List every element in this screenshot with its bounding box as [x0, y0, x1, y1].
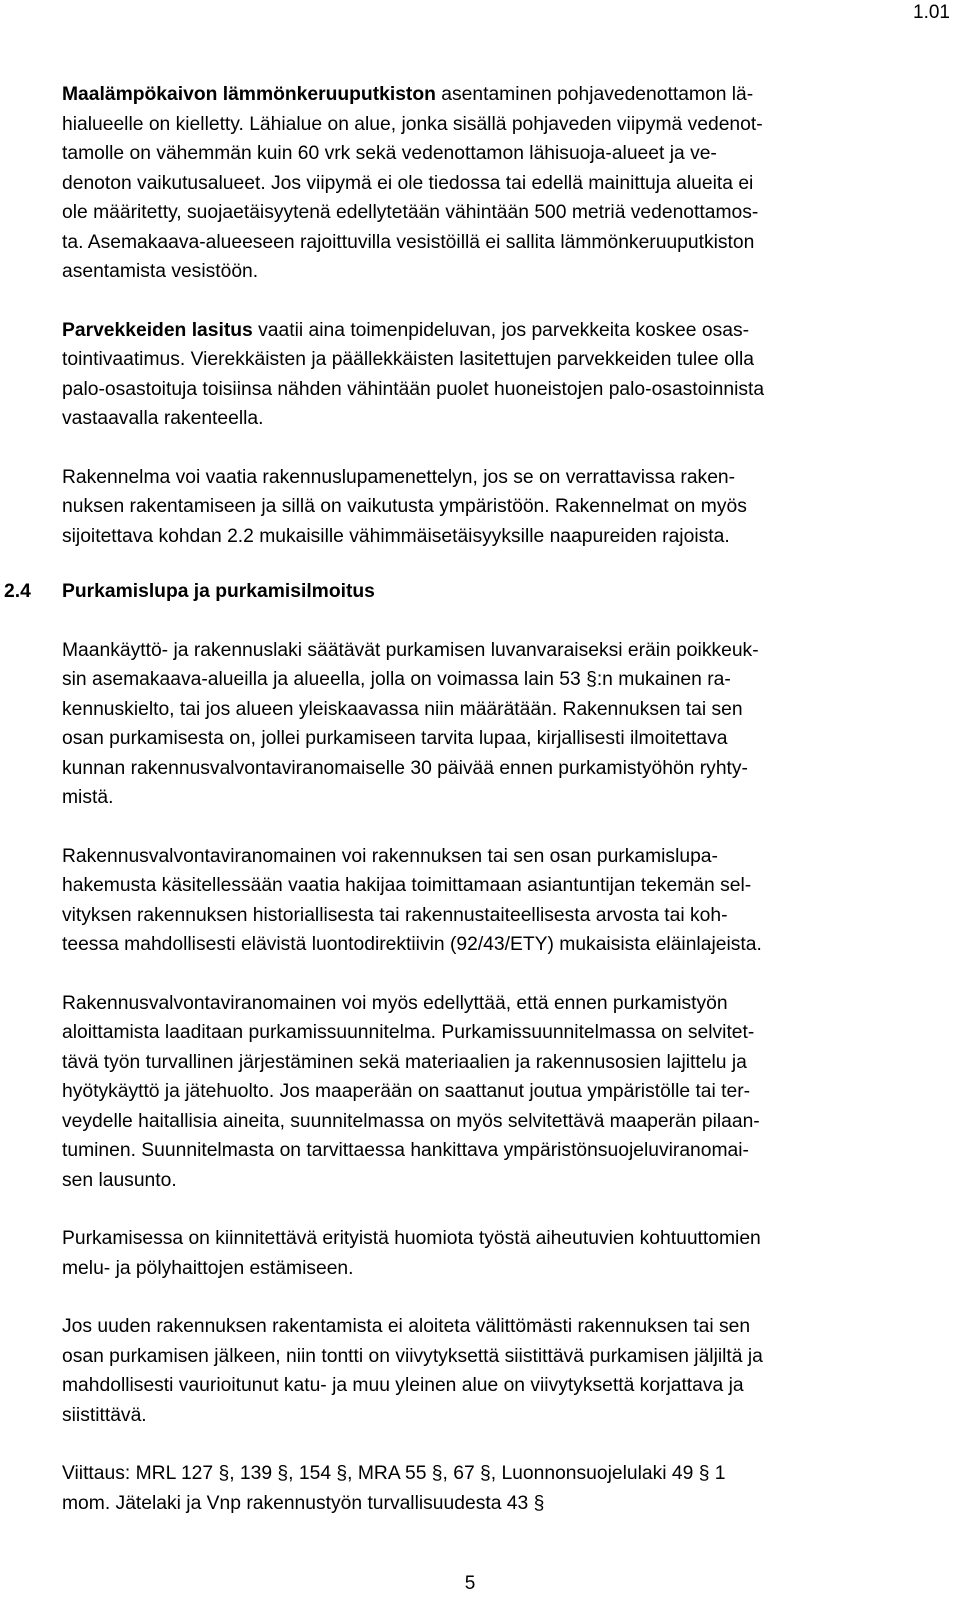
paragraph-ground-heat-well — [62, 80, 934, 287]
paragraph-site-cleanup: Jos uuden rakennuksen rakentamista ei aloiteta välittömästi rakennuksen tai sen osan purkamisen jälkeen, niin tontti on viivytyksettä siistittävä purkamisen jäljiltä ja mahdollisesti vaurioitunut katu- ja muu yleinen alue on viivytyksettä korjattava ja siistittävä. — [62, 1316, 763, 1426]
page-number: 5 — [464, 1573, 476, 1594]
document-body — [4, 80, 934, 1518]
paragraph-term-bold: Parvekkeiden lasitus — [62, 319, 253, 341]
paragraph-text: vaatii aina toimenpideluvan, jos parvekkeita koskee osas- tointivaatimus. Vierekkäisten ja päällekkäisten lasitettujen parvekkeiden tulee olla palo-osastoituja toisiinsa nähden vähintään puolet huoneistojen palo-osastoinnista vastaavalla rakenteella. — [62, 319, 765, 429]
paragraph-noise-dust: Purkamisessa on kiinnitettävä erityistä huomiota työstä aiheutuvien kohtuuttomien melu- ja pölyhaittojen estämiseen. — [62, 1228, 761, 1279]
paragraph-references: Viittaus: MRL 127 §, 139 §, 154 §, MRA 55 §, 67 §, Luonnonsuojelulaki 49 § 1 mom. Jätelaki ja Vnp rakennustyön turvallisuudesta 43 § — [62, 1463, 726, 1514]
paragraph-demolition-permit: Maankäyttö- ja rakennuslaki säätävät purkamisen luvanvaraiseksi eräin poikkeuk- sin asemakaava-alueilla ja alueella, jolla on voimassa lain 53 §:n mukainen ra- kennuskielto, tai jos alueen yleiskaavassa niin määrätään. Rakennuksen tai sen osan purkamisesta on, jollei purkamiseen tarvita lupaa, kirjallisesti ilmoitettava kunnan rakennusvalvontaviranomaiselle 30 päivää ennen purkamistyöhön ryhty- mistä. — [62, 639, 759, 808]
page-reference: 1.01 — [913, 2, 950, 23]
paragraph-demolition-plan: Rakennusvalvontaviranomainen voi myös edellyttää, että ennen purkamistyön aloittamista laaditaan purkamissuunnitelma. Purkamissuunnitelmassa on selvitet- tävä työn turvallinen järjestäminen sekä materiaalien ja rakennusosien lajittelu ja hyötykäyttö ja jätehuolto. Jos maaperään on saattanut joutua ympäristölle tai ter- veydelle haitallisia aineita, suunnitelmassa on myös selvitettävä maaperän pilaan- tuminen. Suunnitelmasta on tarvittaessa hankittava ympäristönsuojeluviranomai- sen lausunto. — [62, 992, 760, 1191]
paragraph-expert-report: Rakennusvalvontaviranomainen voi rakennuksen tai sen osan purkamislupa- hakemusta käsitellessään vaatia hakijaa toimittamaan asiantuntijan tekemän sel- vityksen rakennuksen historiallisesta tai rakennustaiteellisesta arvosta tai koh- teessa mahdollisesti elävistä luontodirektiivin (92/43/ETY) mukaisista eläinlajeista. — [62, 845, 762, 955]
paragraph-balcony-glazing — [62, 316, 934, 434]
section-number: 2.4 — [4, 581, 31, 602]
section-heading — [4, 577, 934, 607]
paragraph-structure: Rakennelma voi vaatia rakennuslupamenettelyn, jos se on verrattavissa raken- nuksen rakentamiseen ja sillä on vaikutusta ympäristöön. Rakennelmat on myös sijoitettava kohdan 2.2 mukaisille vähimmäisetäisyyksille naapureiden rajoista. — [62, 466, 747, 547]
paragraph-text: asentaminen pohjavedenottamon lä- hialueelle on kielletty. Lähialue on alue, jonka sisällä pohjaveden viipymä vedenot- tamolle on vähemmän kuin 60 vrk sekä vedenottamon lähisuoja-alueet ja ve- denoton vaikutusalueet. Jos viipymä ei ole tiedossa tai edellä mainittuja alueita ei ole määritetty, suojaetäisyytenä edellytetään vähintään 500 metriä vedenottamos- ta. Asemakaava-alueeseen rajoittuvilla vesistöillä ei sallita lämmönkeruuputkiston asentamista vesistöön. — [62, 84, 763, 282]
paragraph-term-bold: Maalämpökaivon lämmönkeruuputkiston — [62, 84, 436, 105]
section-title: Purkamislupa ja purkamisilmoitus — [62, 581, 375, 602]
